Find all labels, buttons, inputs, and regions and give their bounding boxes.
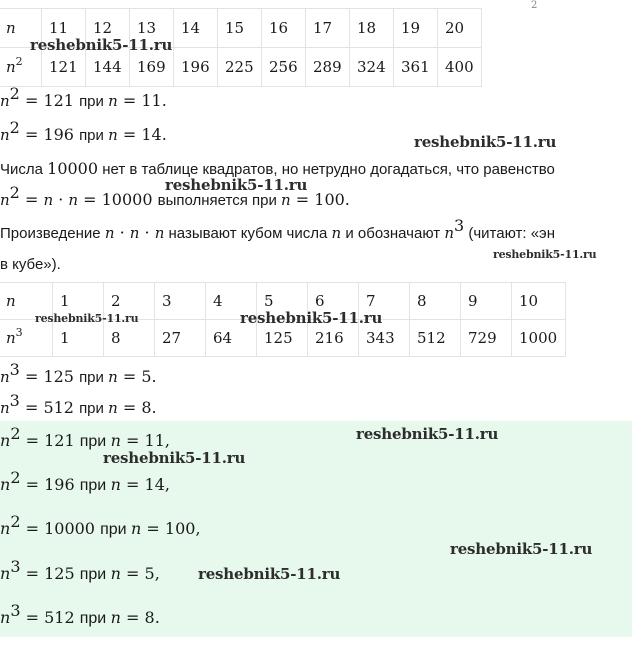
answer-block	[0, 421, 632, 637]
n-cell: 12	[86, 9, 130, 48]
n-cell: 18	[350, 9, 394, 48]
cube-cell: 512	[410, 320, 461, 357]
square-cell: 121	[42, 48, 86, 87]
n-cell: 6	[308, 283, 359, 320]
line-square-196: $n^2 = 196$ при n = 14.	[0, 118, 167, 144]
line-10000-note: Числа 10000 нет в таблице квадратов, но нетрудно догадаться, что равенство	[0, 159, 555, 178]
cube-cell: 1	[53, 320, 104, 357]
row-label-n-cubed: $n^3$	[0, 320, 53, 357]
watermark: reshebnik5-11.ru	[103, 449, 246, 467]
line-square-121: $n^2 = 121$ при n = 11.	[0, 84, 167, 110]
cube-cell: 343	[359, 320, 410, 357]
square-cell: 225	[218, 48, 262, 87]
square-cell: 361	[394, 48, 438, 87]
watermark: reshebnik5-11.ru	[356, 425, 499, 443]
answer-line: $n^2 = 196$ при n = 14,	[0, 468, 170, 494]
watermark: reshebnik5-11.ru	[414, 133, 557, 151]
watermark: reshebnik5-11.ru	[493, 248, 597, 261]
square-cell: 144	[86, 48, 130, 87]
watermark: reshebnik5-11.ru	[30, 36, 173, 54]
n-cell: 16	[262, 9, 306, 48]
line-cube-definition: Произведение n · n · n называют кубом числа n и обозначают $n^3$ (читают: «эн	[0, 216, 555, 242]
row-label-n: n	[0, 283, 53, 320]
answer-line: $n^2 = 10000$ при n = 100,	[0, 512, 201, 538]
answer-line: $n^2 = 121$ при n = 11,	[0, 424, 170, 450]
cube-cell: 125	[257, 320, 308, 357]
n-cell: 8	[410, 283, 461, 320]
square-cell: 324	[350, 48, 394, 87]
watermark: reshebnik5-11.ru	[198, 565, 341, 583]
cube-cell: 8	[104, 320, 155, 357]
cube-cell: 1000	[512, 320, 566, 357]
n-cell: 5	[257, 283, 308, 320]
n-cell: 17	[306, 9, 350, 48]
watermark: reshebnik5-11.ru	[450, 540, 593, 558]
line-cube-reading: в кубе»).	[0, 256, 61, 273]
square-cell: 196	[174, 48, 218, 87]
cube-cell: 729	[461, 320, 512, 357]
answer-line: $n^3 = 512$ при n = 8.	[0, 601, 160, 627]
watermark: reshebnik5-11.ru	[240, 309, 383, 327]
line-cube-125: $n^3 = 125$ при n = 5.	[0, 360, 157, 386]
n-cell: 15	[218, 9, 262, 48]
n-cell: 10	[512, 283, 566, 320]
line-cube-512: $n^3 = 512$ при n = 8.	[0, 391, 157, 417]
square-cell: 400	[438, 48, 482, 87]
cube-cell: 216	[308, 320, 359, 357]
corner-mark: 2	[531, 0, 538, 11]
row-label-n-squared: $n^2$	[0, 48, 42, 87]
n-cell: 1	[53, 283, 104, 320]
n-cell: 9	[461, 283, 512, 320]
watermark: reshebnik5-11.ru	[35, 312, 139, 325]
watermark: reshebnik5-11.ru	[165, 176, 308, 194]
n-cell: 19	[394, 9, 438, 48]
answer-line: $n^3 = 125$ при n = 5,	[0, 557, 160, 583]
row-label-n: n	[0, 9, 42, 48]
n-cell: 7	[359, 283, 410, 320]
cube-cell: 27	[155, 320, 206, 357]
n-cell: 13	[130, 9, 174, 48]
n-cell: 4	[206, 283, 257, 320]
line-square-10000: $n^2 = n \cdot n = 10000$ выполняется при n = 100.	[0, 183, 350, 209]
n-cell: 14	[174, 9, 218, 48]
square-cell: 169	[130, 48, 174, 87]
n-cell: 3	[155, 283, 206, 320]
n-cell: 2	[104, 283, 155, 320]
square-cell: 289	[306, 48, 350, 87]
square-cell: 256	[262, 48, 306, 87]
n-cell: 20	[438, 9, 482, 48]
n-cell: 11	[42, 9, 86, 48]
cube-cell: 64	[206, 320, 257, 357]
